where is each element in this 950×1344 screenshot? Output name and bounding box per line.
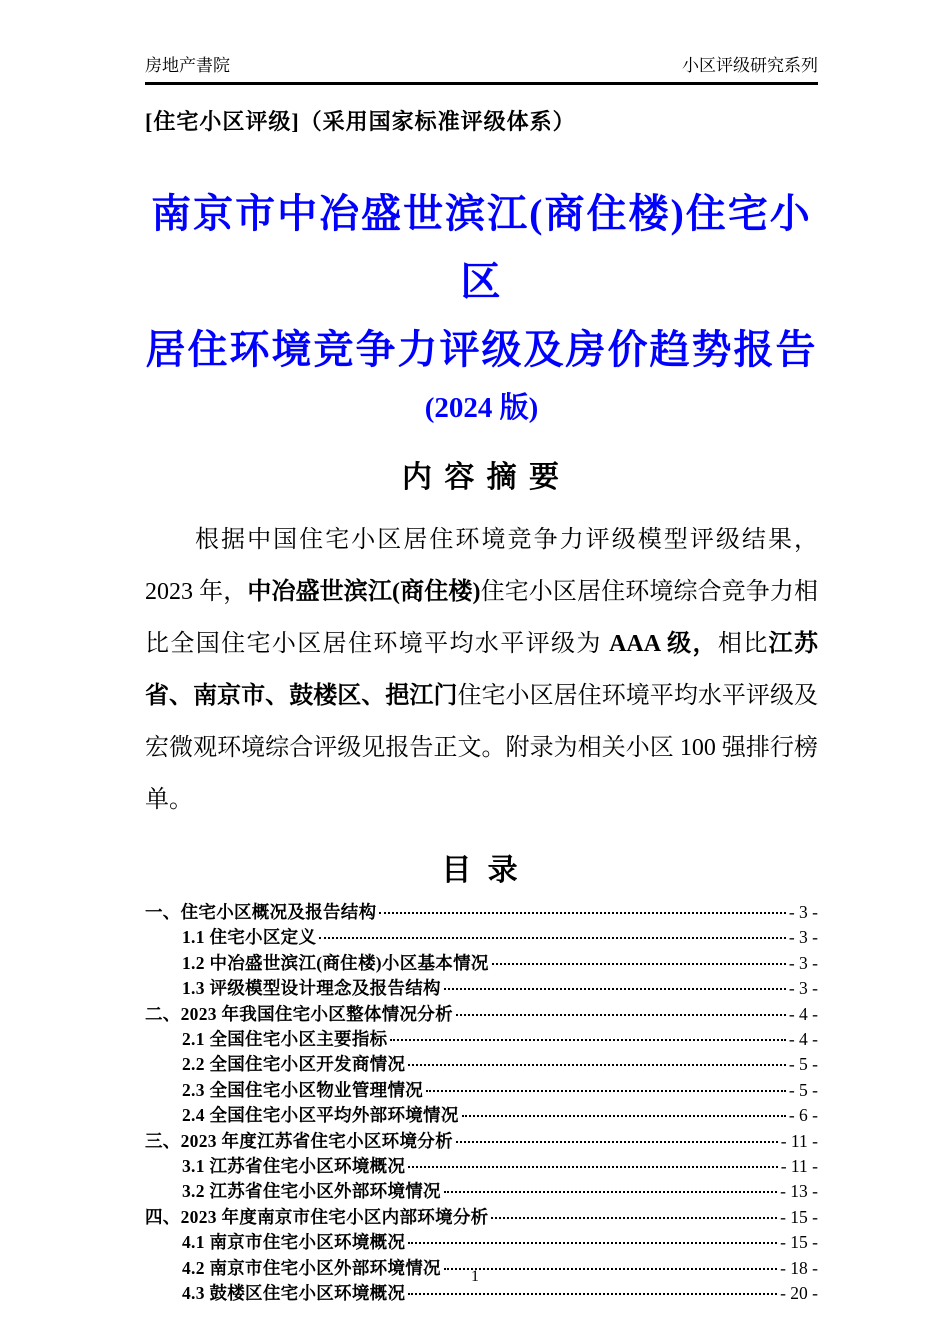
- toc-list: [145, 900, 818, 1307]
- toc-dotted-leader: [408, 1293, 777, 1295]
- report-title-line-1: 南京市中冶盛世滨江(商住楼)住宅小区: [151, 191, 812, 304]
- summary-segment: 住宅小区居住环境综合竞争力相比全国住宅小区居住环境平均水平评级为: [145, 579, 819, 657]
- toc-dotted-leader: [462, 1115, 786, 1117]
- toc-row: [145, 925, 818, 950]
- toc-entry-label: 4.3 鼓楼区住宅小区环境概况: [182, 1283, 406, 1304]
- rating-system-subtitle: [住宅小区评级]（采用国家标准评级体系）: [145, 109, 576, 134]
- summary-segment: 中冶盛世滨江(商住楼): [247, 579, 481, 605]
- toc-dotted-leader: [456, 1141, 778, 1143]
- header-right-text: 小区评级研究系列: [682, 56, 818, 75]
- toc-dotted-leader: [456, 1014, 786, 1016]
- toc-entry-label: 四、2023 年度南京市住宅小区内部环境分析: [145, 1206, 489, 1227]
- toc-dotted-leader: [408, 1242, 777, 1244]
- toc-dotted-leader: [408, 1166, 777, 1168]
- toc-entry-label: 2.2 全国住宅小区开发商情况: [182, 1054, 406, 1075]
- toc-entry-label: 一、住宅小区概况及报告结构: [145, 902, 377, 922]
- toc-dotted-leader: [390, 1039, 785, 1041]
- toc-row: [145, 1002, 818, 1027]
- toc-entry-label: 4.1 南京市住宅小区环境概况: [182, 1232, 406, 1253]
- summary-paragraph: [145, 514, 818, 826]
- toc-page-number: - 13 -: [780, 1181, 818, 1202]
- header-left-text: 房地产書院: [145, 56, 230, 75]
- toc-page-number: - 5 -: [788, 1079, 818, 1100]
- toc-entry-label: 三、2023 年度江苏省住宅小区环境分析: [145, 1130, 453, 1151]
- summary-segment: 相比: [717, 631, 769, 657]
- toc-dotted-leader: [408, 1064, 786, 1066]
- toc-entry-label: 3.2 江苏省住宅小区外部环境情况: [182, 1181, 441, 1202]
- summary-segment: 江苏省、南京市、鼓楼区、挹江门: [145, 631, 819, 709]
- toc-page-number: - 6 -: [788, 1105, 818, 1126]
- toc-page-number: - 11 -: [780, 1130, 818, 1151]
- toc-entry-label: 4.2 南京市住宅小区外部环境情况: [182, 1257, 441, 1278]
- toc-entry-label: 1.3 评级模型设计理念及报告结构: [182, 978, 441, 999]
- toc-row: [145, 1154, 818, 1179]
- toc-page-number: - 20 -: [780, 1283, 818, 1304]
- running-header: [145, 55, 818, 85]
- toc-dotted-leader: [491, 1217, 777, 1219]
- toc-row: [145, 1078, 818, 1103]
- toc-row: [145, 1205, 818, 1230]
- toc-entry-label: 1.2 中冶盛世滨江(商住楼)小区基本情况: [182, 952, 489, 973]
- toc-page-number: - 11 -: [780, 1156, 818, 1177]
- toc-dotted-leader: [379, 912, 785, 914]
- toc-page-number: - 4 -: [788, 1003, 818, 1024]
- toc-page-number: - 3 -: [788, 927, 818, 948]
- toc-dotted-leader: [319, 937, 786, 939]
- toc-row: [145, 900, 818, 925]
- toc-row: [145, 951, 818, 976]
- toc-heading: 目 录: [441, 854, 522, 887]
- toc-page-number: - 3 -: [788, 952, 818, 973]
- summary-segment: 根据中国住宅小区居住环境竞争力评级模型评级结果，2023 年，: [145, 527, 818, 605]
- toc-entry-label: 3.1 江苏省住宅小区环境概况: [182, 1156, 406, 1177]
- toc-row: [145, 1230, 818, 1255]
- toc-row: [145, 1129, 818, 1154]
- toc-row: [145, 1179, 818, 1204]
- report-title-line-2: 居住环境竞争力评级及房价趋势报告: [145, 327, 818, 372]
- toc-row: [145, 1052, 818, 1077]
- summary-segment: AAA 级，: [609, 631, 718, 657]
- toc-entry-label: 2.4 全国住宅小区平均外部环境情况: [182, 1105, 459, 1126]
- toc-entry-label: 二、2023 年我国住宅小区整体情况分析: [145, 1003, 453, 1024]
- toc-entry-label: 1.1 住宅小区定义: [182, 927, 317, 948]
- report-title-block: [145, 180, 818, 430]
- toc-entry-label: 2.3 全国住宅小区物业管理情况: [182, 1079, 424, 1100]
- toc-dotted-leader: [444, 1191, 777, 1193]
- page-number-footer: 1: [471, 1268, 479, 1285]
- summary-segment: 住宅小区居住环境平均水平评级及宏微观环境综合评级见报告正文。附录为相关小区 100 强排行榜单。: [145, 683, 819, 813]
- report-title-edition: (2024 版): [424, 392, 539, 424]
- toc-page-number: - 5 -: [788, 1054, 818, 1075]
- toc-page-number: - 3 -: [788, 978, 818, 999]
- toc-page-number: - 18 -: [780, 1257, 818, 1278]
- toc-row: [145, 976, 818, 1001]
- toc-page-number: - 15 -: [780, 1206, 818, 1227]
- toc-dotted-leader: [444, 988, 786, 990]
- toc-dotted-leader: [492, 963, 786, 965]
- toc-dotted-leader: [426, 1090, 786, 1092]
- toc-entry-label: 2.1 全国住宅小区主要指标: [182, 1029, 388, 1050]
- toc-row: [145, 1027, 818, 1052]
- toc-page-number: - 3 -: [788, 902, 818, 922]
- summary-heading: 内 容 摘 要: [401, 461, 561, 494]
- toc-page-number: - 15 -: [780, 1232, 818, 1253]
- toc-page-number: - 4 -: [788, 1029, 818, 1050]
- toc-row: [145, 1103, 818, 1128]
